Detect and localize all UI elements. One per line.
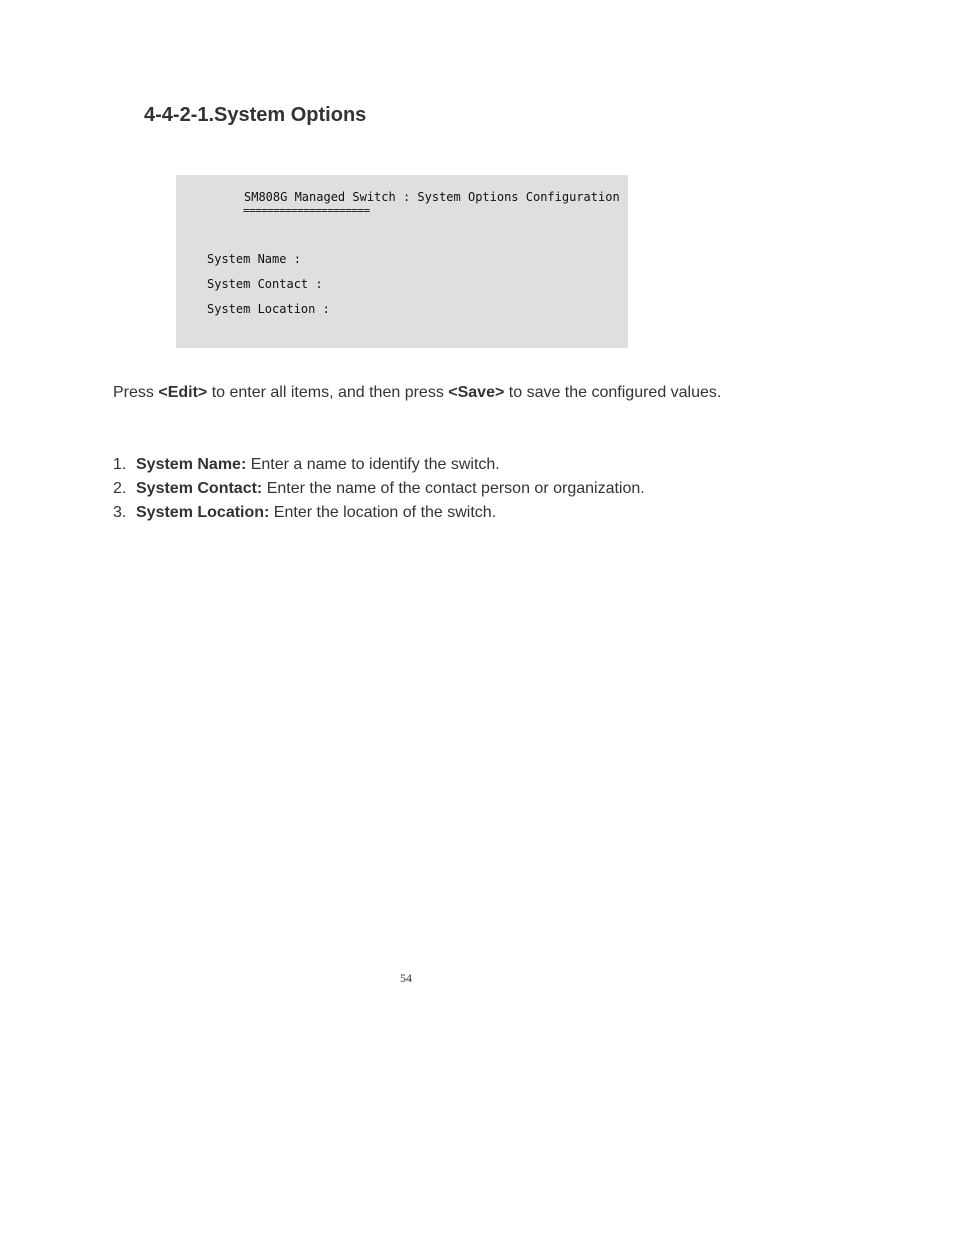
terminal-field-system-contact: System Contact : [207,277,323,291]
instruction-press: Press [113,384,159,401]
list-item-description: Enter the name of the contact person or organization. [262,480,645,497]
terminal-title: SM808G Managed Switch : System Options Configuration [244,190,620,204]
instruction-middle: to enter all items, and then press [207,384,449,401]
list-item [113,477,813,501]
list-item-term: System Contact: [136,480,263,497]
list-item-description: Enter the location of the switch. [269,504,497,521]
section-heading: 4-4-2-1.System Options [144,104,367,126]
instruction-end: to save the configured values. [504,384,722,401]
list-item-number: 3. [113,504,127,521]
instruction-paragraph [113,381,723,405]
terminal-title-underline: ===================== [243,204,370,217]
list-item [113,501,813,525]
list-item-term: System Location: [136,504,270,521]
terminal-field-system-location: System Location : [207,302,330,316]
list-item-number: 1. [113,456,127,473]
edit-key-label: <Edit> [158,384,208,401]
list-item-term: System Name: [136,456,247,473]
list-item [113,453,813,477]
terminal-screenshot [176,175,628,348]
field-description-list [113,453,813,525]
list-item-number: 2. [113,480,127,497]
save-key-label: <Save> [448,384,505,401]
page-number: 54 [400,971,412,985]
terminal-field-system-name: System Name : [207,252,301,266]
list-item-description: Enter a name to identify the switch. [246,456,500,473]
